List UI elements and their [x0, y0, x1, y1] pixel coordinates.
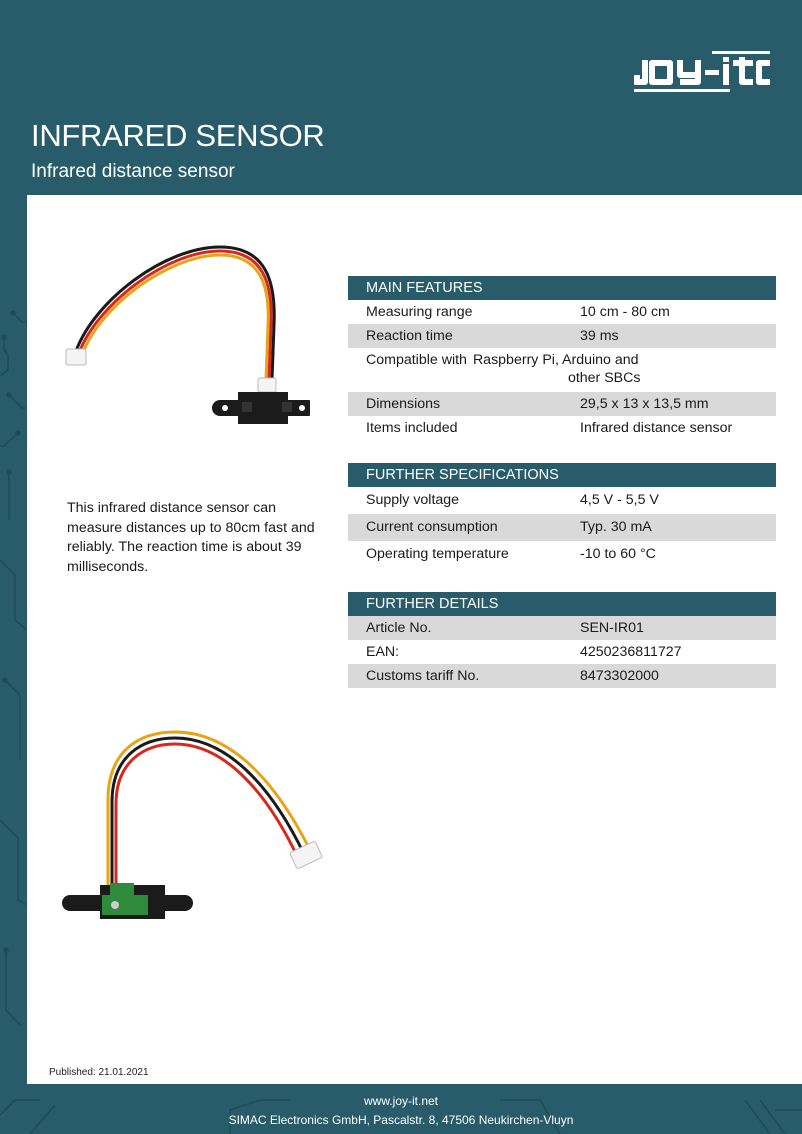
footer-website-link[interactable]: www.joy-it.net	[363, 1094, 439, 1108]
row-label: Reaction time	[366, 328, 453, 344]
table-row	[348, 664, 776, 688]
row-value: 29,5 x 13 x 13,5 mm	[580, 396, 709, 412]
row-value: SEN-IR01	[580, 620, 644, 636]
table-row	[348, 487, 776, 514]
table-row	[348, 392, 776, 416]
row-value: 8473302000	[580, 668, 659, 684]
row-label: Customs tariff No.	[366, 668, 480, 684]
infrared-sensor-front-photo	[60, 245, 310, 430]
row-value: 4,5 V - 5,5 V	[580, 492, 659, 508]
row-value: Typ. 30 mA	[580, 519, 652, 535]
table-row	[348, 514, 776, 541]
product-description: This infrared distance sensor can measure distances up to 80cm fast and reliably. The reaction time is about 39 milliseconds.	[67, 500, 315, 575]
table-row	[348, 348, 776, 392]
table-row	[348, 324, 776, 348]
row-value: 39 ms	[580, 328, 619, 344]
table-row	[348, 541, 776, 568]
joy-it-logo-icon	[632, 45, 774, 97]
table-row	[348, 416, 776, 440]
footer-address: SIMAC Electronics GmbH, Pascalstr. 8, 47506 Neukirchen-Vluyn	[228, 1113, 574, 1127]
row-value: Raspberry Pi, Arduino and	[472, 352, 639, 368]
further-details-heading: FURTHER DETAILS	[348, 592, 776, 616]
row-label: Compatible with	[366, 352, 467, 368]
page-title: INFRARED SENSOR	[31, 118, 325, 153]
row-value-continued: other SBCs	[567, 370, 641, 386]
joy-it-logo	[632, 45, 774, 97]
infrared-sensor-back-photo	[60, 720, 350, 930]
row-label: Measuring range	[366, 304, 473, 320]
row-value: 10 cm - 80 cm	[580, 304, 670, 320]
further-details-table	[348, 592, 776, 688]
row-value-prefix	[473, 351, 641, 392]
row-label: Items included	[366, 420, 458, 436]
row-label: Article No.	[366, 620, 432, 636]
published-date: Published: 21.01.2021	[49, 1067, 149, 1078]
row-value: 4250236811727	[580, 644, 682, 660]
row-label: Dimensions	[366, 396, 441, 412]
main-features-table	[348, 276, 776, 440]
row-value: -10 to 60 °C	[580, 546, 656, 562]
further-specifications-table	[348, 463, 776, 568]
table-row	[348, 640, 776, 664]
table-row	[348, 300, 776, 324]
page-subtitle: Infrared distance sensor	[31, 161, 235, 182]
further-specifications-heading: FURTHER SPECIFICATIONS	[348, 463, 776, 487]
row-label: Supply voltage	[366, 492, 460, 508]
row-label: Operating temperature	[366, 546, 509, 562]
row-label: Current consumption	[366, 519, 498, 535]
table-row	[348, 616, 776, 640]
row-label: EAN:	[366, 644, 400, 660]
row-value: Infrared distance sensor	[580, 420, 733, 436]
footer	[0, 1092, 802, 1130]
main-features-heading: MAIN FEATURES	[348, 276, 776, 300]
